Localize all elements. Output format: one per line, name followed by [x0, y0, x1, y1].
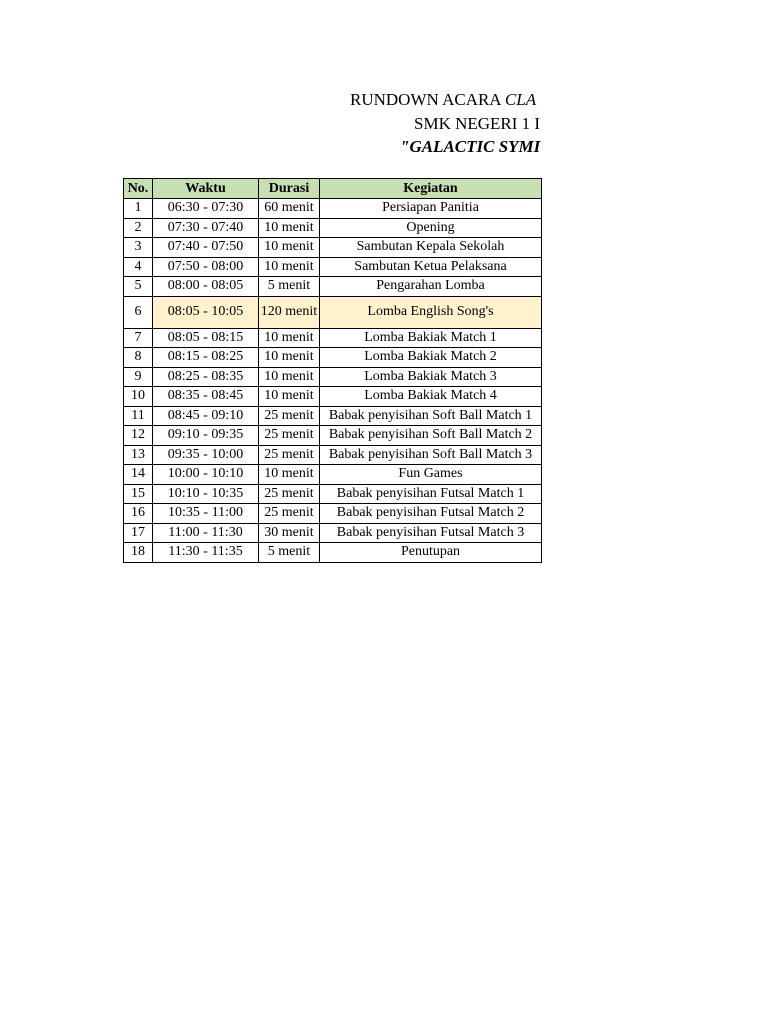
cell-durasi: 10 menit [259, 257, 320, 277]
table-row [124, 426, 542, 446]
cell-kegiatan: Sambutan Ketua Pelaksana [320, 257, 542, 277]
table-row [124, 406, 542, 426]
cell-no: 14 [124, 465, 153, 485]
cell-kegiatan: Penutupan [320, 543, 542, 563]
table-row [124, 465, 542, 485]
cell-durasi: 10 menit [259, 348, 320, 368]
header-no: No. [124, 179, 153, 199]
title-prefix: RUNDOWN ACARA [350, 90, 505, 109]
cell-durasi: 25 menit [259, 406, 320, 426]
cell-no: 8 [124, 348, 153, 368]
cell-durasi: 30 menit [259, 523, 320, 543]
cell-waktu: 08:35 - 08:45 [153, 387, 259, 407]
document-title [120, 88, 543, 160]
cell-kegiatan: Lomba Bakiak Match 1 [320, 328, 542, 348]
cell-waktu: 11:30 - 11:35 [153, 543, 259, 563]
table-row [124, 277, 542, 297]
table-row [124, 257, 542, 277]
cell-waktu: 08:45 - 09:10 [153, 406, 259, 426]
cell-kegiatan: Babak penyisihan Futsal Match 1 [320, 484, 542, 504]
cell-durasi: 10 menit [259, 387, 320, 407]
table-row [124, 238, 542, 258]
cell-waktu: 11:00 - 11:30 [153, 523, 259, 543]
cell-no: 18 [124, 543, 153, 563]
cell-kegiatan: Babak penyisihan Futsal Match 3 [320, 523, 542, 543]
title-line-1 [350, 88, 543, 112]
cell-kegiatan: Babak penyisihan Soft Ball Match 3 [320, 445, 542, 465]
cell-durasi: 10 menit [259, 465, 320, 485]
cell-no: 16 [124, 504, 153, 524]
cell-waktu: 10:10 - 10:35 [153, 484, 259, 504]
cell-kegiatan: Fun Games [320, 465, 542, 485]
cell-kegiatan: Babak penyisihan Soft Ball Match 2 [320, 426, 542, 446]
cell-no: 17 [124, 523, 153, 543]
cell-kegiatan: Persiapan Panitia [320, 199, 542, 219]
cell-no: 13 [124, 445, 153, 465]
cell-kegiatan: Babak penyisihan Futsal Match 2 [320, 504, 542, 524]
title-italic: CLA [504, 90, 537, 109]
table-row [124, 387, 542, 407]
cell-no: 6 [124, 296, 153, 328]
cell-no: 4 [124, 257, 153, 277]
cell-waktu: 10:00 - 10:10 [153, 465, 259, 485]
cell-no: 15 [124, 484, 153, 504]
cell-kegiatan: Lomba Bakiak Match 4 [320, 387, 542, 407]
cell-kegiatan: Lomba English Song's [320, 296, 542, 328]
cell-durasi: 120 menit [259, 296, 320, 328]
table-row [124, 367, 542, 387]
cell-waktu: 08:05 - 10:05 [153, 296, 259, 328]
table-row [124, 296, 542, 328]
table-row [124, 543, 542, 563]
table-row [124, 484, 542, 504]
cell-no: 7 [124, 328, 153, 348]
cell-kegiatan: Sambutan Kepala Sekolah [320, 238, 542, 258]
rundown-table [123, 178, 542, 563]
table-row [124, 348, 542, 368]
cell-no: 9 [124, 367, 153, 387]
cell-durasi: 10 menit [259, 218, 320, 238]
header-kegiatan: Kegiatan [320, 179, 542, 199]
cell-waktu: 07:50 - 08:00 [153, 257, 259, 277]
cell-no: 3 [124, 238, 153, 258]
cell-durasi: 25 menit [259, 484, 320, 504]
title-line-2: SMK NEGERI 1 I [414, 114, 541, 133]
cell-durasi: 60 menit [259, 199, 320, 219]
header-durasi: Durasi [259, 179, 320, 199]
table-row [124, 523, 542, 543]
cell-durasi: 5 menit [259, 543, 320, 563]
cell-durasi: 25 menit [259, 426, 320, 446]
cell-waktu: 09:35 - 10:00 [153, 445, 259, 465]
cell-no: 5 [124, 277, 153, 297]
cell-no: 11 [124, 406, 153, 426]
cell-waktu: 07:30 - 07:40 [153, 218, 259, 238]
cell-no: 2 [124, 218, 153, 238]
table-row [124, 199, 542, 219]
title-line-3: "GALACTIC SYMI [400, 137, 541, 156]
cell-durasi: 25 menit [259, 504, 320, 524]
cell-waktu: 10:35 - 11:00 [153, 504, 259, 524]
cell-waktu: 07:40 - 07:50 [153, 238, 259, 258]
cell-waktu: 08:05 - 08:15 [153, 328, 259, 348]
cell-durasi: 10 menit [259, 328, 320, 348]
cell-kegiatan: Lomba Bakiak Match 3 [320, 367, 542, 387]
cell-no: 12 [124, 426, 153, 446]
cell-durasi: 25 menit [259, 445, 320, 465]
cell-waktu: 06:30 - 07:30 [153, 199, 259, 219]
table-row [124, 218, 542, 238]
table-row [124, 504, 542, 524]
cell-kegiatan: Opening [320, 218, 542, 238]
cell-kegiatan: Babak penyisihan Soft Ball Match 1 [320, 406, 542, 426]
cell-waktu: 08:15 - 08:25 [153, 348, 259, 368]
cell-durasi: 10 menit [259, 238, 320, 258]
table-row [124, 445, 542, 465]
cell-kegiatan: Pengarahan Lomba [320, 277, 542, 297]
header-waktu: Waktu [153, 179, 259, 199]
table-row [124, 328, 542, 348]
cell-durasi: 5 menit [259, 277, 320, 297]
cell-kegiatan: Lomba Bakiak Match 2 [320, 348, 542, 368]
cell-no: 1 [124, 199, 153, 219]
cell-durasi: 10 menit [259, 367, 320, 387]
table-header-row [124, 179, 542, 199]
cell-waktu: 09:10 - 09:35 [153, 426, 259, 446]
cell-no: 10 [124, 387, 153, 407]
cell-waktu: 08:25 - 08:35 [153, 367, 259, 387]
cell-waktu: 08:00 - 08:05 [153, 277, 259, 297]
